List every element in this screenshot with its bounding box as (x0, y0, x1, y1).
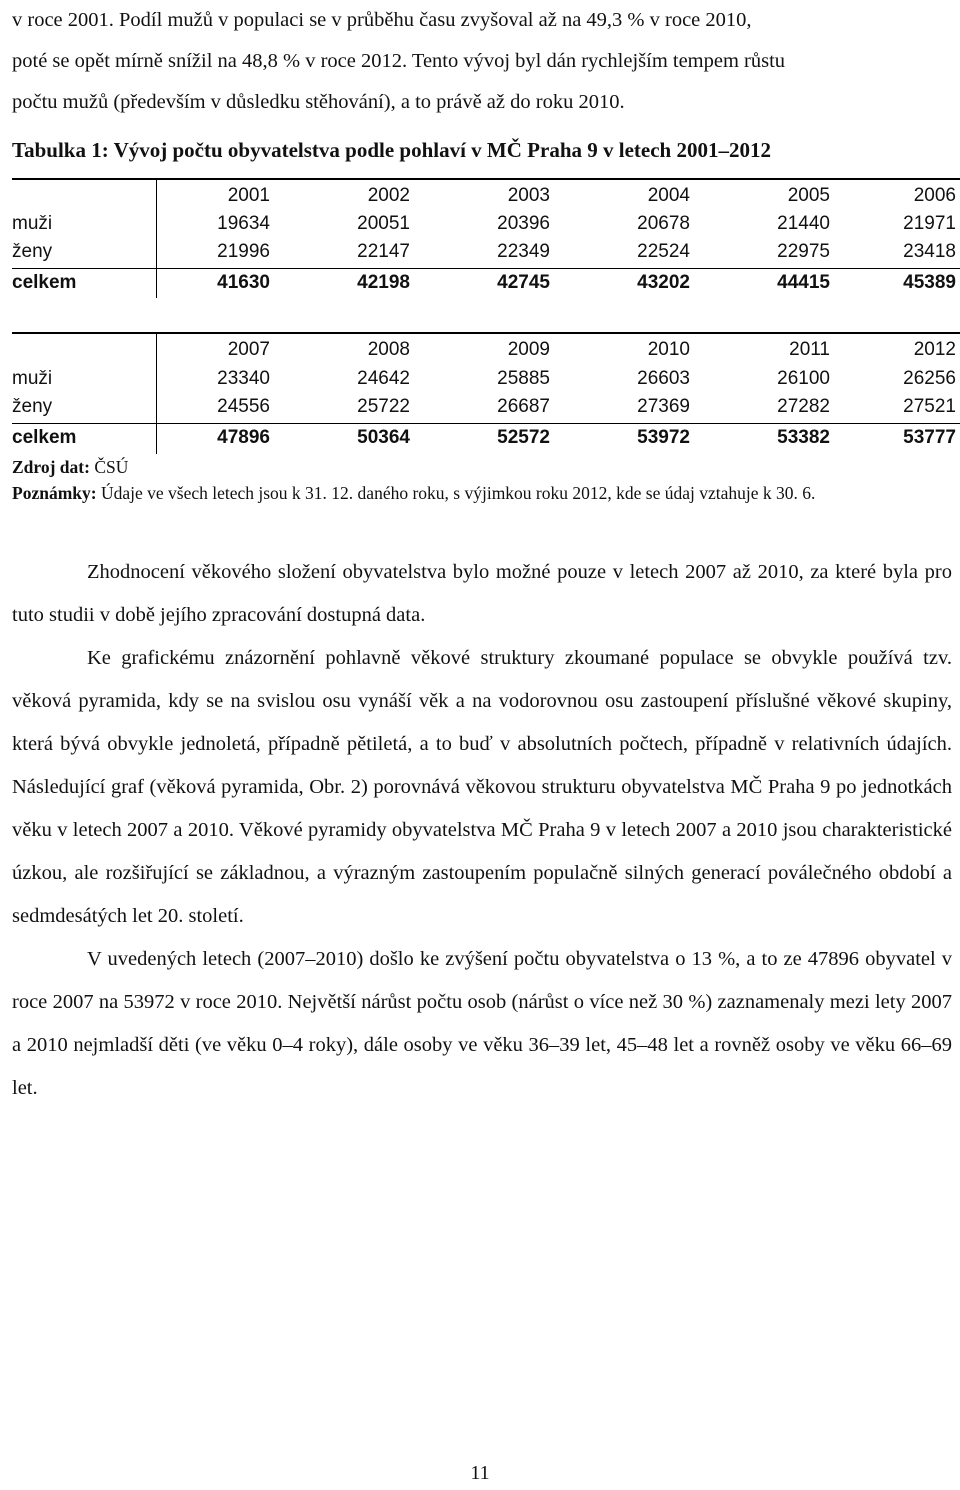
table-cell: 21996 (217, 241, 270, 262)
table-cell: 47896 (217, 427, 270, 448)
row-label: celkem (12, 272, 77, 293)
table-cell: 19634 (217, 213, 270, 234)
table-cell: 23340 (217, 368, 270, 389)
table-top-rule (12, 178, 960, 180)
table-row-men (12, 365, 960, 393)
population-table-2007-2012 (12, 332, 960, 454)
row-label: ženy (12, 396, 53, 417)
source-note (12, 457, 128, 478)
notes-label: Poznámky: (12, 483, 97, 503)
year-header: 2003 (507, 185, 550, 206)
table-cell: 20678 (637, 213, 690, 234)
table-row-women (12, 238, 960, 266)
page-number: 11 (470, 1462, 490, 1484)
table-cell: 53972 (637, 427, 690, 448)
table-cell: 27521 (903, 396, 956, 417)
year-header: 2009 (507, 339, 550, 360)
table-cell: 26256 (903, 368, 956, 389)
table-cell: 25722 (357, 396, 410, 417)
table-cell: 45389 (903, 272, 956, 293)
table-row-total (12, 424, 960, 452)
table-cell: 25885 (497, 368, 550, 389)
year-header: 2008 (367, 339, 410, 360)
table-cell: 20051 (357, 213, 410, 234)
table-cell: 27369 (637, 396, 690, 417)
table-header-row (12, 336, 960, 364)
row-label: ženy (12, 241, 53, 262)
table-cell: 27282 (777, 396, 830, 417)
table-cell: 41630 (217, 272, 270, 293)
table-cell: 26603 (637, 368, 690, 389)
table-cell: 21971 (903, 213, 956, 234)
table-cell: 50364 (357, 427, 410, 448)
table-cell: 26100 (777, 368, 830, 389)
table-row-women (12, 393, 960, 421)
intro-text (12, 0, 952, 123)
table-cell: 43202 (637, 272, 690, 293)
intro-line: poté se opět mírně snížil na 48,8 % v roce 2012. Tento vývoj byl dán rychlejším tempem růstu (12, 50, 786, 72)
notes-text: Údaje ve všech letech jsou k 31. 12. daného roku, s výjimkou roku 2012, kde se údaj vztahuje k 30. 6. (100, 483, 816, 503)
paragraph: Ke grafickému znázornění pohlavně věkové struktury zkoumané populace se obvykle používá tzv. věková pyramida, kdy se na svislou osu vynáší věk a na vodorovnou osu zastoupení příslušné věkové skupiny, která bývá obvykle jednoletá, případně pětiletá, a to buď v absolutních počtech, případně v relativních údajích. Následující graf (věková pyramida, Obr. 2) porovnává věkovou strukturu obyvatelstva MČ Praha 9 po jednotkách věku v letech 2007 a 2010. Věkové pyramidy obyvatelstva MČ Praha 9 v letech 2007 a 2010 jsou charakteristické úzkou, ale rozšiřující se základnou, a výrazným zastoupením populačně silných generací poválečného období a sedmdesátých let 20. století. (12, 647, 952, 927)
source-value: ČSÚ (94, 457, 129, 477)
year-header: 2002 (367, 185, 410, 206)
table-row-total (12, 269, 960, 297)
table-cell: 22975 (777, 241, 830, 262)
paragraph: Zhodnocení věkového složení obyvatelstva bylo možné pouze v letech 2007 až 2010, za které byla pro tuto studii v době jejího zpracování dostupná data. (12, 561, 952, 626)
year-header: 2004 (647, 185, 690, 206)
body-text (12, 551, 952, 1110)
year-header: 2001 (227, 185, 270, 206)
year-header: 2012 (913, 339, 956, 360)
paragraph: V uvedených letech (2007–2010) došlo ke zvýšení počtu obyvatelstva o 13 %, a to ze 47896 obyvatel v roce 2007 na 53972 v roce 2010. Největší nárůst počtu osob (nárůst o více než 30 %) zaznamenaly mezi lety 2007 a 2010 nejmladší děti (ve věku 0–4 roky), dále osoby ve věku 36–39 let, 45–48 let a rovněž osoby ve věku 66–69 let. (12, 948, 952, 1099)
table-cell: 24642 (357, 368, 410, 389)
row-label: celkem (12, 427, 77, 448)
table-cell: 23418 (903, 241, 956, 262)
table-cell: 22524 (637, 241, 690, 262)
table-cell: 53777 (903, 427, 956, 448)
table-row-men (12, 210, 960, 238)
table-cell: 24556 (217, 396, 270, 417)
row-label: muži (12, 213, 53, 234)
table-header-row (12, 182, 960, 210)
table-cell: 44415 (777, 272, 830, 293)
year-header: 2005 (787, 185, 830, 206)
source-label: Zdroj dat: (12, 457, 90, 477)
intro-line: počtu mužů (především v důsledku stěhování), a to právě až do roku 2010. (12, 91, 625, 113)
table-cell: 20396 (497, 213, 550, 234)
table-cell: 22349 (497, 241, 550, 262)
year-header: 2010 (647, 339, 690, 360)
table-cell: 53382 (777, 427, 830, 448)
year-header: 2006 (913, 185, 956, 206)
population-table-2001-2006 (12, 178, 960, 300)
table-cell: 22147 (357, 241, 410, 262)
table-caption: Tabulka 1: Vývoj počtu obyvatelstva podle pohlaví v MČ Praha 9 v letech 2001–2012 (12, 138, 771, 162)
table-cell: 21440 (777, 213, 830, 234)
table-top-rule (12, 332, 960, 334)
notes (12, 482, 952, 504)
table-cell: 26687 (497, 396, 550, 417)
year-header: 2007 (227, 339, 270, 360)
year-header: 2011 (789, 339, 830, 360)
table-cell: 42745 (497, 272, 550, 293)
row-label: muži (12, 368, 53, 389)
table-cell: 42198 (357, 272, 410, 293)
intro-line: v roce 2001. Podíl mužů v populaci se v průběhu času zvyšoval až na 49,3 % v roce 2010, (12, 9, 752, 31)
table-cell: 52572 (497, 427, 550, 448)
